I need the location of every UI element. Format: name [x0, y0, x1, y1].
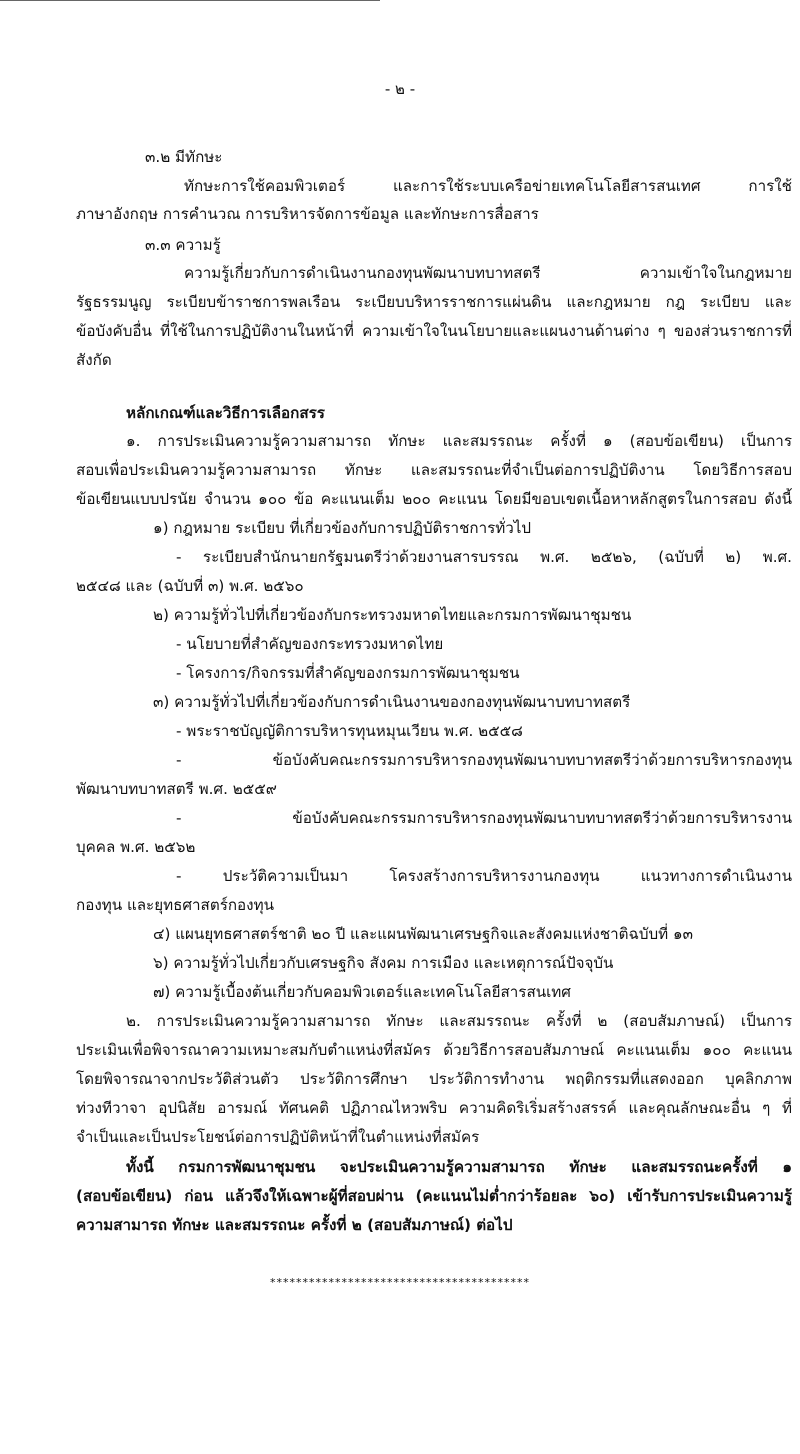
final-paragraph-line: ความสามารถ ทักษะ และสมรรถนะ ครั้งที่ ๒ (สอบสัมภาษณ์) ต่อไป — [76, 1216, 513, 1234]
end-marker: **************************************** — [270, 1276, 530, 1289]
topic-3-bullet: - ข้อบังคับคณะกรรมการบริหารกองทุนพัฒนาบทบาทสตรีว่าด้วยการบริหารงาน — [176, 809, 792, 827]
top-rule — [0, 0, 380, 1]
criterion-2-line: โดยพิจารณาจากประวัติส่วนตัว ประวัติการศึกษา ประวัติการทำงาน พฤติกรรมที่แสดงออก บุคลิกภาพ — [76, 1070, 792, 1088]
criterion-2-line: ท่วงทีวาจา อุปนิสัย อารมณ์ ทัศนคติ ปฏิภาณไหวพริบ ความคิดริเริ่มสร้างสรรค์ และคุณลักษณะอื่น ๆ ที่ — [76, 1099, 792, 1117]
topic-1-bullet: ๒๕๔๘ และ (ฉบับที่ ๓) พ.ศ. ๒๕๖๐ — [76, 577, 304, 595]
section-3-3-line: รัฐธรรมนูญ ระเบียบข้าราชการพลเรือน ระเบียบบริหารราชการแผ่นดิน และกฎหมาย กฎ ระเบียบ และ — [76, 293, 792, 311]
criterion-1-line: สอบเพื่อประเมินความรู้ความสามารถ ทักษะ และสมรรถนะที่จำเป็นต่อการปฏิบัติงาน โดยวิธีการสอบ — [76, 461, 792, 479]
topic-2: ๒) ความรู้ทั่วไปที่เกี่ยวข้องกับกระทรวงมหาดไทยและกรมการพัฒนาชุมชน — [153, 606, 632, 624]
section-3-2-heading: ๓.๒ มีทักษะ — [145, 148, 223, 166]
topic-3-bullet: กองทุน และยุทธศาสตร์กองทุน — [76, 896, 274, 914]
criterion-2-line: ๒. การประเมินความรู้ความสามารถ ทักษะ และสมรรถนะ ครั้งที่ ๒ (สอบสัมภาษณ์) เป็นการ — [126, 1012, 792, 1030]
page-number: - ๒ - — [384, 80, 416, 98]
section-3-3-line: ความรู้เกี่ยวกับการดำเนินงานกองทุนพัฒนาบทบาทสตรี ความเข้าใจในกฎหมาย — [184, 264, 792, 282]
criterion-2-line: จำเป็นและเป็นประโยชน์ต่อการปฏิบัติหน้าที่ในตำแหน่งที่สมัคร — [76, 1128, 480, 1146]
topic-6: ๖) ความรู้ทั่วไปเกี่ยวกับเศรษฐกิจ สังคม การเมือง และเหตุการณ์ปัจจุบัน — [153, 954, 614, 972]
topic-1-bullet: - ระเบียบสำนักนายกรัฐมนตรีว่าด้วยงานสารบรรณ พ.ศ. ๒๕๒๖, (ฉบับที่ ๒) พ.ศ. — [176, 548, 792, 566]
topic-7: ๗) ความรู้เบื้องต้นเกี่ยวกับคอมพิวเตอร์และเทคโนโลยีสารสนเทศ — [153, 983, 571, 1001]
topic-4: ๔) แผนยุทธศาสตร์ชาติ ๒๐ ปี และแผนพัฒนาเศรษฐกิจและสังคมแห่งชาติฉบับที่ ๑๓ — [153, 925, 694, 943]
topic-3-bullet: พัฒนาบทบาทสตรี พ.ศ. ๒๕๕๙ — [76, 780, 277, 798]
criterion-1-line: ข้อเขียนแบบปรนัย จำนวน ๑๐๐ ข้อ คะแนนเต็ม ๒๐๐ คะแนน โดยมีขอบเขตเนื้อหาหลักสูตรในการสอบ ดังนี้ — [76, 490, 792, 508]
section-3-3-line: สังกัด — [76, 351, 112, 369]
section-3-3-heading: ๓.๓ ความรู้ — [145, 236, 221, 254]
section-3-2-line: ภาษาอังกฤษ การคำนวณ การบริหารจัดการข้อมูล และทักษะการสื่อสาร — [76, 205, 539, 223]
topic-1: ๑) กฎหมาย ระเบียบ ที่เกี่ยวข้องกับการปฏิบัติราชการทั่วไป — [153, 519, 532, 537]
section-3-2-line: ทักษะการใช้คอมพิวเตอร์ และการใช้ระบบเครือข่ายเทคโนโลยีสารสนเทศ การใช้ — [184, 177, 792, 195]
section-3-3-line: ข้อบังคับอื่น ที่ใช้ในการปฏิบัติงานในหน้าที่ ความเข้าใจในนโยบายและแผนงานด้านต่าง ๆ ของส่วนราชการที่ — [76, 322, 792, 340]
final-paragraph-line: ทั้งนี้ กรมการพัฒนาชุมชน จะประเมินความรู้ความสามารถ ทักษะ และสมรรถนะครั้งที่ ๑ — [126, 1158, 792, 1176]
topic-3-bullet: - พระราชบัญญัติการบริหารทุนหมุนเวียน พ.ศ. ๒๕๕๘ — [176, 722, 523, 740]
topic-3: ๓) ความรู้ทั่วไปที่เกี่ยวข้องกับการดำเนินงานของกองทุนพัฒนาบทบาทสตรี — [153, 693, 631, 711]
topic-3-bullet: บุคคล พ.ศ. ๒๕๖๒ — [76, 838, 196, 856]
topic-2-bullet: - โครงการ/กิจกรรมที่สำคัญของกรมการพัฒนาชุมชน — [176, 664, 520, 682]
topic-3-bullet: - ข้อบังคับคณะกรรมการบริหารกองทุนพัฒนาบทบาทสตรีว่าด้วยการบริหารกองทุน — [176, 751, 792, 769]
final-paragraph-line: (สอบข้อเขียน) ก่อน แล้วจึงให้เฉพาะผู้ที่สอบผ่าน (คะแนนไม่ต่ำกว่าร้อยละ ๖๐) เข้ารับการประเมินความรู้ — [76, 1187, 792, 1205]
criterion-1-line: ๑. การประเมินความรู้ความสามารถ ทักษะ และสมรรถนะ ครั้งที่ ๑ (สอบข้อเขียน) เป็นการ — [126, 432, 792, 450]
criteria-heading: หลักเกณฑ์และวิธีการเลือกสรร — [126, 404, 325, 422]
topic-2-bullet: - นโยบายที่สำคัญของกระทรวงมหาดไทย — [176, 635, 444, 653]
topic-3-bullet: - ประวัติความเป็นมา โครงสร้างการบริหารงานกองทุน แนวทางการดำเนินงาน — [176, 867, 792, 885]
criterion-2-line: ประเมินเพื่อพิจารณาความเหมาะสมกับตำแหน่งที่สมัคร ด้วยวิธีการสอบสัมภาษณ์ คะแนนเต็ม ๑๐๐ คะแนน — [76, 1041, 792, 1059]
